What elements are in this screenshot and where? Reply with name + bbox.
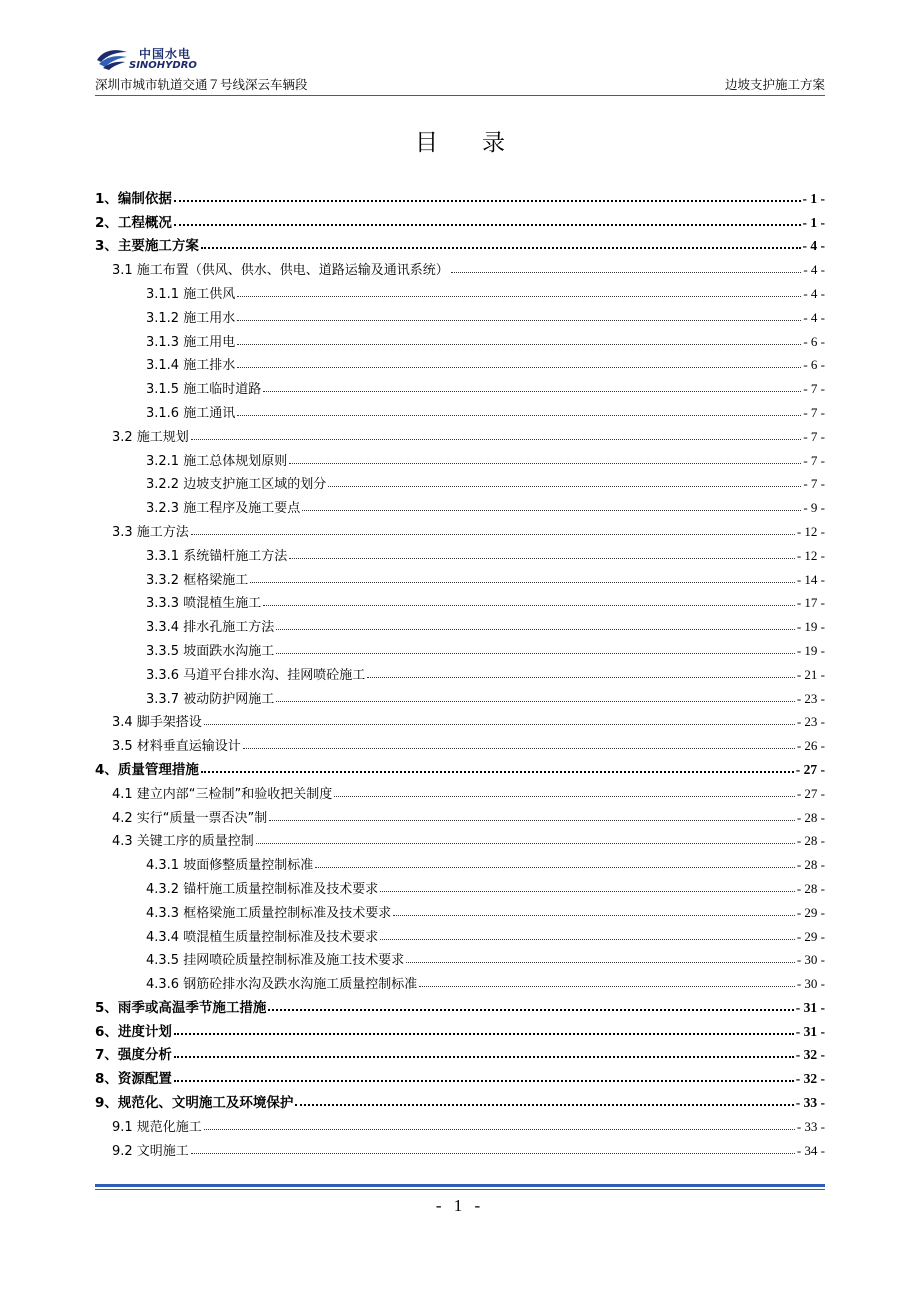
toc-entry[interactable] xyxy=(95,1135,825,1159)
toc-entry[interactable] xyxy=(95,207,825,231)
toc-leader-dots xyxy=(237,367,801,368)
toc-entry-title: 3.5 材料垂直运输设计 xyxy=(112,739,241,755)
toc-entry-title: 3.2.2 边坡支护施工区域的划分 xyxy=(146,477,327,493)
toc-entry-title: 3.1.5 施工临时道路 xyxy=(146,382,262,398)
toc-entry-title: 4.3.6 钢筋砼排水沟及跌水沟施工质量控制标准 xyxy=(146,977,418,993)
toc-entry-page: - 29 - xyxy=(796,904,825,920)
toc-entry[interactable] xyxy=(95,540,825,564)
toc-leader-dots xyxy=(276,701,795,702)
toc-entry-page: - 30 - xyxy=(796,976,825,992)
toc-leader-dots xyxy=(174,1056,794,1058)
toc-entry[interactable] xyxy=(95,802,825,826)
toc-entry[interactable] xyxy=(95,231,825,255)
header-document-name: 边坡支护施工方案 xyxy=(724,77,825,92)
toc-entry[interactable] xyxy=(95,945,825,969)
toc-leader-dots xyxy=(380,939,795,940)
toc-entry[interactable] xyxy=(95,921,825,945)
toc-entry-page: - 9 - xyxy=(803,500,825,516)
toc-entry-page: - 30 - xyxy=(796,952,825,968)
toc-entry-title: 3.3.6 马道平台排水沟、挂网喷砼施工 xyxy=(146,667,366,683)
toc-leader-dots xyxy=(191,534,795,535)
toc-entry-page: - 17 - xyxy=(796,595,825,611)
toc-entry[interactable] xyxy=(95,516,825,540)
sinohydro-logo-icon xyxy=(95,46,129,72)
toc-entry-title: 3.3.2 框格梁施工 xyxy=(146,572,249,588)
logo-english-text: SINOHYDRO xyxy=(129,60,197,71)
toc-leader-dots xyxy=(289,463,801,464)
toc-entry[interactable] xyxy=(95,707,825,731)
toc-entry-title: 4.3.3 框格梁施工质量控制标准及技术要求 xyxy=(146,905,392,921)
toc-leader-dots xyxy=(237,320,801,321)
toc-entry-page: - 7 - xyxy=(803,428,825,444)
toc-entry[interactable] xyxy=(95,373,825,397)
toc-leader-dots xyxy=(393,915,795,916)
toc-entry-page: - 31 - xyxy=(795,1023,825,1039)
toc-entry[interactable] xyxy=(95,849,825,873)
toc-entry-title: 4.3.1 坡面修整质量控制标准 xyxy=(146,858,314,874)
toc-entry[interactable] xyxy=(95,1063,825,1087)
toc-entry[interactable] xyxy=(95,278,825,302)
toc-entry-title: 3.4 脚手架搭设 xyxy=(112,715,202,731)
toc-leader-dots xyxy=(380,891,795,892)
toc-entry-title: 3.1.3 施工用电 xyxy=(146,334,236,350)
toc-leader-dots xyxy=(191,1153,795,1154)
toc-entry-title: 5、雨季或高温季节施工措施 xyxy=(95,999,267,1016)
toc-entry[interactable] xyxy=(95,968,825,992)
toc-entry-title: 3.3 施工方法 xyxy=(112,524,189,540)
toc-leader-dots xyxy=(269,820,795,821)
toc-entry[interactable] xyxy=(95,659,825,683)
toc-entry-page: - 19 - xyxy=(796,619,825,635)
toc-entry-title: 3.2 施工规划 xyxy=(112,429,189,445)
toc-entry[interactable] xyxy=(95,397,825,421)
toc-entry[interactable] xyxy=(95,635,825,659)
toc-leader-dots xyxy=(201,771,794,773)
toc-entry-title: 4.1 建立内部“三检制”和验收把关制度 xyxy=(112,786,333,802)
toc-leader-dots xyxy=(276,653,795,654)
toc-entry-page: - 7 - xyxy=(803,381,825,397)
toc-entry-title: 7、强度分析 xyxy=(95,1047,172,1064)
toc-entry-page: - 4 - xyxy=(803,285,825,301)
toc-entry[interactable] xyxy=(95,421,825,445)
toc-leader-dots xyxy=(174,200,801,202)
toc-entry-title: 3.2.1 施工总体规划原则 xyxy=(146,453,288,469)
toc-leader-dots xyxy=(367,677,795,678)
toc-leader-dots xyxy=(268,1009,793,1011)
toc-entry-page: - 31 - xyxy=(795,999,825,1015)
toc-entry-page: - 32 - xyxy=(795,1071,825,1087)
toc-entry-page: - 28 - xyxy=(796,833,825,849)
toc-entry-title: 2、工程概况 xyxy=(95,214,172,231)
toc-entry-page: - 7 - xyxy=(803,452,825,468)
toc-entry-title: 3.3.1 系统锚杆施工方法 xyxy=(146,548,288,564)
toc-entry-title: 1、编制依据 xyxy=(95,190,172,207)
toc-entry-title: 9.1 规范化施工 xyxy=(112,1119,202,1135)
toc-entry-title: 6、进度计划 xyxy=(95,1023,172,1040)
toc-entry-title: 4.3.2 锚杆施工质量控制标准及技术要求 xyxy=(146,881,379,897)
header-project-name: 深圳市城市轨道交通７号线深云车辆段 xyxy=(95,77,308,92)
toc-entry-title: 9、规范化、文明施工及环境保护 xyxy=(95,1095,294,1112)
toc-entry-title: 3.1.1 施工供风 xyxy=(146,286,236,302)
toc-entry[interactable] xyxy=(95,611,825,635)
toc-entry-page: - 21 - xyxy=(796,666,825,682)
toc-entry[interactable] xyxy=(95,326,825,350)
toc-leader-dots xyxy=(237,415,801,416)
toc-entry-title: 3.1 施工布置（供风、供水、供电、道路运输及通讯系统） xyxy=(112,263,449,279)
toc-entry-page: - 28 - xyxy=(796,809,825,825)
toc-entry[interactable] xyxy=(95,1016,825,1040)
toc-leader-dots xyxy=(174,1080,794,1082)
toc-entry-page: - 6 - xyxy=(803,357,825,373)
toc-entry-page: - 4 - xyxy=(802,238,825,254)
toc-entry[interactable] xyxy=(95,826,825,850)
toc-leader-dots xyxy=(315,867,795,868)
toc-entry[interactable] xyxy=(95,1087,825,1111)
toc-entry[interactable] xyxy=(95,445,825,469)
toc-entry-page: - 4 - xyxy=(803,309,825,325)
toc-entry-title: 3.3.4 排水孔施工方法 xyxy=(146,620,275,636)
toc-entry[interactable] xyxy=(95,897,825,921)
toc-entry[interactable] xyxy=(95,183,825,207)
toc-leader-dots xyxy=(276,629,795,630)
toc-entry-title: 3.3.3 喷混植生施工 xyxy=(146,596,262,612)
toc-entry-page: - 12 - xyxy=(796,523,825,539)
toc-entry-page: - 1 - xyxy=(802,190,825,206)
toc-leader-dots xyxy=(174,1033,794,1035)
toc-entry[interactable] xyxy=(95,873,825,897)
toc-entry-page: - 29 - xyxy=(796,928,825,944)
toc-entry[interactable] xyxy=(95,492,825,516)
toc-leader-dots xyxy=(295,1104,793,1106)
toc-entry-page: - 34 - xyxy=(796,1142,825,1158)
toc-entry-title: 3、主要施工方案 xyxy=(95,238,199,255)
toc-entry-title: 4.2 实行“质量一票否决”制 xyxy=(112,810,268,826)
toc-leader-dots xyxy=(419,986,795,987)
table-of-contents xyxy=(95,183,825,1159)
toc-entry-page: - 28 - xyxy=(796,880,825,896)
toc-entry-title: 9.2 文明施工 xyxy=(112,1143,189,1159)
sinohydro-logo xyxy=(95,44,235,76)
toc-entry-page: - 23 - xyxy=(796,714,825,730)
toc-entry[interactable] xyxy=(95,992,825,1016)
toc-entry[interactable] xyxy=(95,350,825,374)
toc-entry-page: - 28 - xyxy=(796,857,825,873)
toc-leader-dots xyxy=(256,843,795,844)
toc-leader-dots xyxy=(237,296,801,297)
toc-entry-page: - 14 - xyxy=(796,571,825,587)
toc-entry-page: - 32 - xyxy=(795,1047,825,1063)
toc-entry-page: - 7 - xyxy=(803,404,825,420)
toc-leader-dots xyxy=(250,582,795,583)
toc-entry-title: 3.2.3 施工程序及施工要点 xyxy=(146,501,301,517)
toc-entry-page: - 27 - xyxy=(795,761,825,777)
toc-entry-title: 3.3.7 被动防护网施工 xyxy=(146,691,275,707)
toc-leader-dots xyxy=(204,724,795,725)
toc-entry-page: - 6 - xyxy=(803,333,825,349)
toc-entry[interactable] xyxy=(95,469,825,493)
toc-leader-dots xyxy=(451,272,802,273)
toc-entry-page: - 27 - xyxy=(796,785,825,801)
toc-entry-page: - 33 - xyxy=(796,1118,825,1134)
toc-entry-page: - 1 - xyxy=(802,214,825,230)
logo-chinese-text: 中国水电 xyxy=(139,47,192,61)
toc-entry[interactable] xyxy=(95,254,825,278)
toc-leader-dots xyxy=(328,486,801,487)
toc-leader-dots xyxy=(174,224,801,226)
toc-leader-dots xyxy=(263,391,801,392)
footer-divider-thin xyxy=(95,1189,825,1190)
toc-entry[interactable] xyxy=(95,1040,825,1064)
toc-entry[interactable] xyxy=(95,754,825,778)
toc-entry-page: - 23 - xyxy=(796,690,825,706)
toc-entry-title: 4.3 关键工序的质量控制 xyxy=(112,834,254,850)
header-divider xyxy=(95,95,825,96)
toc-leader-dots xyxy=(263,605,795,606)
toc-entry-page: - 12 - xyxy=(796,547,825,563)
toc-entry-page: - 26 - xyxy=(796,738,825,754)
toc-entry-title: 3.3.5 坡面跌水沟施工 xyxy=(146,643,275,659)
toc-entry[interactable] xyxy=(95,778,825,802)
page-number: - 1 - xyxy=(435,1196,485,1215)
toc-leader-dots xyxy=(204,1129,795,1130)
toc-leader-dots xyxy=(191,439,802,440)
footer-divider-thick xyxy=(95,1184,825,1187)
toc-entry[interactable] xyxy=(95,1111,825,1135)
toc-entry[interactable] xyxy=(95,564,825,588)
page-title: 目录 xyxy=(415,130,549,156)
page-header xyxy=(95,44,825,96)
toc-entry[interactable] xyxy=(95,588,825,612)
toc-entry-page: - 7 - xyxy=(803,476,825,492)
toc-leader-dots xyxy=(289,558,795,559)
toc-leader-dots xyxy=(201,247,801,249)
toc-leader-dots xyxy=(406,962,795,963)
toc-leader-dots xyxy=(243,748,795,749)
toc-entry-title: 3.1.4 施工排水 xyxy=(146,358,236,374)
toc-entry-title: 3.1.6 施工通讯 xyxy=(146,405,236,421)
toc-leader-dots xyxy=(334,796,795,797)
toc-entry-page: - 33 - xyxy=(795,1095,825,1111)
toc-entry-page: - 4 - xyxy=(803,262,825,278)
toc-entry-title: 4.3.5 挂网喷砼质量控制标准及施工技术要求 xyxy=(146,953,405,969)
toc-entry-title: 3.1.2 施工用水 xyxy=(146,310,236,326)
toc-entry-title: 8、资源配置 xyxy=(95,1071,172,1088)
toc-entry-title: 4.3.4 喷混植生质量控制标准及技术要求 xyxy=(146,929,379,945)
toc-entry-title: 4、质量管理措施 xyxy=(95,761,199,778)
toc-leader-dots xyxy=(237,344,801,345)
toc-leader-dots xyxy=(302,510,801,511)
toc-entry[interactable] xyxy=(95,302,825,326)
toc-entry[interactable] xyxy=(95,730,825,754)
toc-entry[interactable] xyxy=(95,683,825,707)
toc-entry-page: - 19 - xyxy=(796,642,825,658)
